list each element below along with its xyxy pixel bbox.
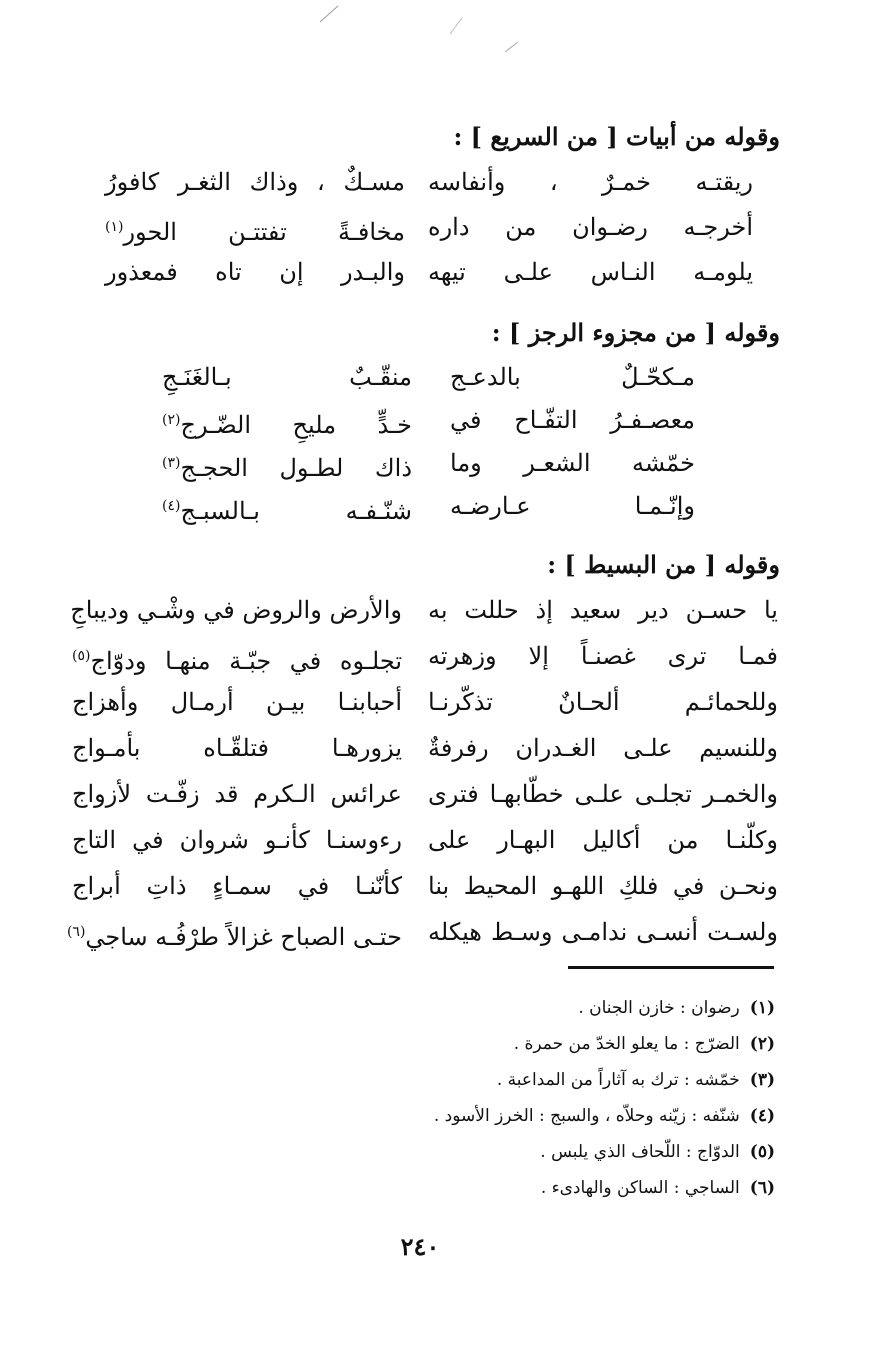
second-hemistich: عرائس الـكرم قد زفّـت لأزواج xyxy=(72,780,402,808)
first-hemistich: ونحـن في فلكِ اللهـو المحيط بنا xyxy=(428,872,778,900)
second-hemistich: يزورهـا فتلقّـاه بأمـواج xyxy=(72,734,402,762)
second-hemistich xyxy=(162,441,412,485)
second-hemistich xyxy=(162,398,412,442)
footnote-divider xyxy=(568,966,774,969)
footnote-number: (٥) xyxy=(749,1142,775,1162)
footnote-number: (٣) xyxy=(749,1070,775,1090)
first-hemistich: وكلّنـا من أكاليل البهـار على xyxy=(428,826,778,854)
hemistich-text: ذاك لطـول الحجـج xyxy=(180,454,412,482)
second-hemistich: منقّـبٌ بـالغَنَـجِ xyxy=(162,363,412,391)
second-hemistich: والأرض والروض في وشْـي وديباجِ xyxy=(70,596,402,624)
first-hemistich: ريقتـه خمـرٌ ، وأنفاسه xyxy=(428,168,753,196)
footnote-number: (٦) xyxy=(749,1178,775,1198)
hemistich-text: خـدٍّ مليحِ الضّـرج xyxy=(180,411,412,439)
first-hemistich: معصـفـرُ التفّـاح في xyxy=(450,406,695,434)
hemistich-text: شنّـفـه بـالسبـج xyxy=(180,497,412,525)
second-hemistich xyxy=(105,205,405,249)
first-hemistich: أخرجـه رضـوان من داره xyxy=(428,213,753,241)
footnote-text: الساجي : الساكن والهادىء . xyxy=(540,1178,740,1198)
footnote-reference: (٤) xyxy=(162,498,181,514)
footnote-reference: (٣) xyxy=(162,455,181,471)
footnote xyxy=(275,1134,775,1170)
page-number: ٢٤٠ xyxy=(400,1232,440,1261)
footnote-text: خمّشه : ترك به آثاراً من المداعبة . xyxy=(496,1070,740,1090)
hemistich-text: تجلـوه في جبّـة منهـا ودوّاج xyxy=(90,647,402,675)
footnote-number: (١) xyxy=(749,998,775,1018)
first-hemistich: يا حسـن دير سعيد إذ حللت به xyxy=(428,596,778,624)
hemistich-text: حتـى الصباح غزالاً طرْفُـه ساجي xyxy=(85,923,402,951)
second-hemistich: أحبابنـا بيـن أرمـال وأهزاج xyxy=(72,688,402,716)
footnote xyxy=(275,1026,775,1062)
second-hemistich xyxy=(66,910,402,954)
poem-intro: وقوله [ من مجزوء الرجز ] : xyxy=(491,318,780,347)
second-hemistich: كأنّنـا في سمـاءٍ ذاتِ أبراج xyxy=(72,872,402,900)
first-hemistich: يلومـه النـاس علـى تيهه xyxy=(428,258,753,286)
first-hemistich: ولسـت أنسـى ندامـى وسـط هيكله xyxy=(428,918,778,946)
footnote xyxy=(275,1098,775,1134)
second-hemistich: رءوسنـا كأنـو شروان في التاج xyxy=(72,826,402,854)
footnote-reference: (٥) xyxy=(72,648,91,664)
footnote xyxy=(275,1170,775,1206)
first-hemistich: خمّشه الشعـر وما xyxy=(450,449,695,477)
footnote-text: الدوّاج : اللّحاف الذي يلبس . xyxy=(540,1142,740,1162)
first-hemistich: والخمـر تجلـى علـى خطّابهـا فترى xyxy=(428,780,778,808)
hemistich-text: مخافـةً تفتتـن الحور xyxy=(123,218,405,246)
footnote-reference: (١) xyxy=(105,219,124,235)
first-hemistich: وللحمائـم ألحـانٌ تذكّرنـا xyxy=(428,688,778,716)
second-hemistich: مسـكٌ ، وذاك الثغـر كافورُ xyxy=(105,168,405,196)
footnote-number: (٢) xyxy=(749,1034,775,1054)
footnote-text: رضوان : خازن الجنان . xyxy=(578,998,740,1018)
first-hemistich: مـكحّـلٌ بالدعـج xyxy=(450,363,695,391)
footnote xyxy=(275,1062,775,1098)
second-hemistich xyxy=(72,634,402,678)
footnote-text: شنّفه : زيّنه وحلاّه ، والسبج : الخرز الأسود . xyxy=(433,1106,740,1126)
footnotes xyxy=(275,990,775,1206)
footnote-reference: (٦) xyxy=(66,924,86,940)
poem-intro: وقوله من أبيات [ من السريع ] : xyxy=(453,122,780,151)
first-hemistich: وإنّـمـا عـارضـه xyxy=(450,492,695,520)
scan-artifact-marks xyxy=(300,0,540,60)
first-hemistich: فمـا ترى غصنـاً إلا وزهرته xyxy=(428,642,778,670)
footnote xyxy=(275,990,775,1026)
second-hemistich xyxy=(162,484,412,528)
first-hemistich: وللنسيم علـى الغـدران رفرفةٌ xyxy=(428,734,778,762)
footnote-reference: (٢) xyxy=(162,412,181,428)
second-hemistich: والبـدر إن تاه فمعذور xyxy=(105,258,405,286)
footnote-number: (٤) xyxy=(749,1106,775,1126)
footnote-text: الضرّج : ما يعلو الخدّ من حمرة . xyxy=(513,1034,740,1054)
poem-intro: وقوله [ من البسيط ] : xyxy=(547,550,780,579)
